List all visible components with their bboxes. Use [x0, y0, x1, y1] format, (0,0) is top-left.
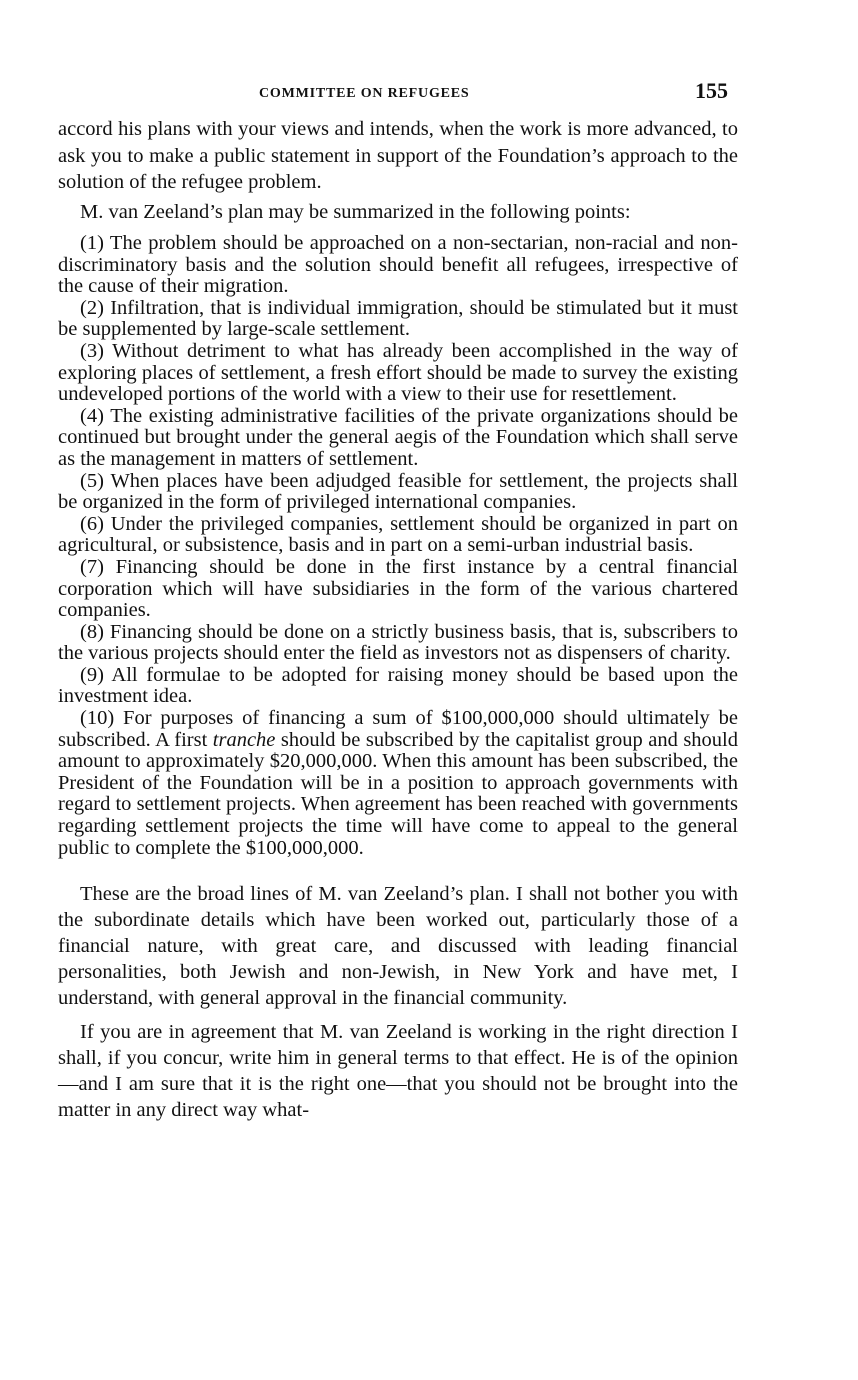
plan-point-10-text-b: should be subscribed by the capitalist group and should amount to approximately $20,000,000. When this amount has been subscribed, the President of the Foundation will be in a position to approach governments with regard to settlement projects. When agreement has been reached with governments regarding settlement projects the time will have come to appeal to the general public to complete the $100,000,000.: [58, 728, 738, 859]
italic-term: tranche: [212, 728, 276, 751]
plan-point-1: (1) The problem should be approached on a non-sectarian, non-racial and non-discriminatory basis and the solution should benefit all refugees, irrespective of the cause of their migration.: [58, 232, 738, 298]
continuation-paragraph: accord his plans with your views and intends, when the work is more advanced, to ask you to make a public statement in support of the Foundation’s approach to the solution of the refugee problem.: [58, 118, 738, 193]
closing-paragraph-2: If you are in agreement that M. van Zeeland is working in the right direction I shall, if you concur, write him in general terms to that effect. He is of the opinion—and I am sure that it is the right one—that you should not be brought into the matter in any direct way what-: [58, 1021, 738, 1122]
plan-point-3: (3) Without detriment to what has already been accomplished in the way of exploring places of settlement, a fresh effort should be made to survey the existing undeveloped portions of the world with a view to their use for resettlement.: [58, 339, 738, 406]
plan-point-10: [58, 708, 738, 859]
closing-paragraph-1: These are the broad lines of M. van Zeeland’s plan. I shall not bother you with the subordinate details which have been worked out, particularly those of a financial nature, with great care, and discussed with leading financial personalities, both Jewish and non-Jewish, in New York and have met, I understand, with general approval in the financial community.: [58, 883, 738, 1010]
plan-point-7: (7) Financing should be done in the first instance by a central financial corporation which will have subsidiaries in the form of the various chartered companies.: [58, 555, 738, 622]
document-page: [58, 76, 738, 1123]
plan-point-2: (2) Infiltration, that is individual immigration, should be stimulated but it must be supplemented by large-scale settlement.: [58, 296, 738, 341]
plan-point-8: (8) Financing should be done on a strictly business basis, that is, subscribers to the various projects should enter the field as investors not as dispensers of charity.: [58, 620, 738, 665]
closing-section: [58, 881, 738, 1123]
lead-paragraph: M. van Zeeland’s plan may be summarized in the following points:: [80, 200, 631, 223]
running-title: COMMITTEE ON REFUGEES: [259, 86, 470, 101]
plan-point-6: (6) Under the privileged companies, settlement should be organized in part on agricultural, or subsistence, basis and in part on a semi-urban industrial basis.: [58, 512, 738, 557]
plan-point-10-text-a: (10) For purposes of financing a sum of $100,000,000 should ultimately be subscribed. A first: [58, 707, 738, 751]
plan-points-list: [58, 233, 738, 859]
plan-point-5: (5) When places have been adjudged feasible for settlement, the projects shall be organized in the form of privileged international companies.: [58, 469, 738, 514]
plan-point-4: (4) The existing administrative facilities of the private organizations should be continued but brought under the general aegis of the Foundation which shall serve as the management in matters of settlement.: [58, 404, 738, 470]
page-header: [58, 76, 738, 116]
page-number: 155: [695, 78, 728, 103]
plan-point-9: (9) All formulae to be adopted for raising money should be based upon the investment idea.: [58, 663, 738, 708]
